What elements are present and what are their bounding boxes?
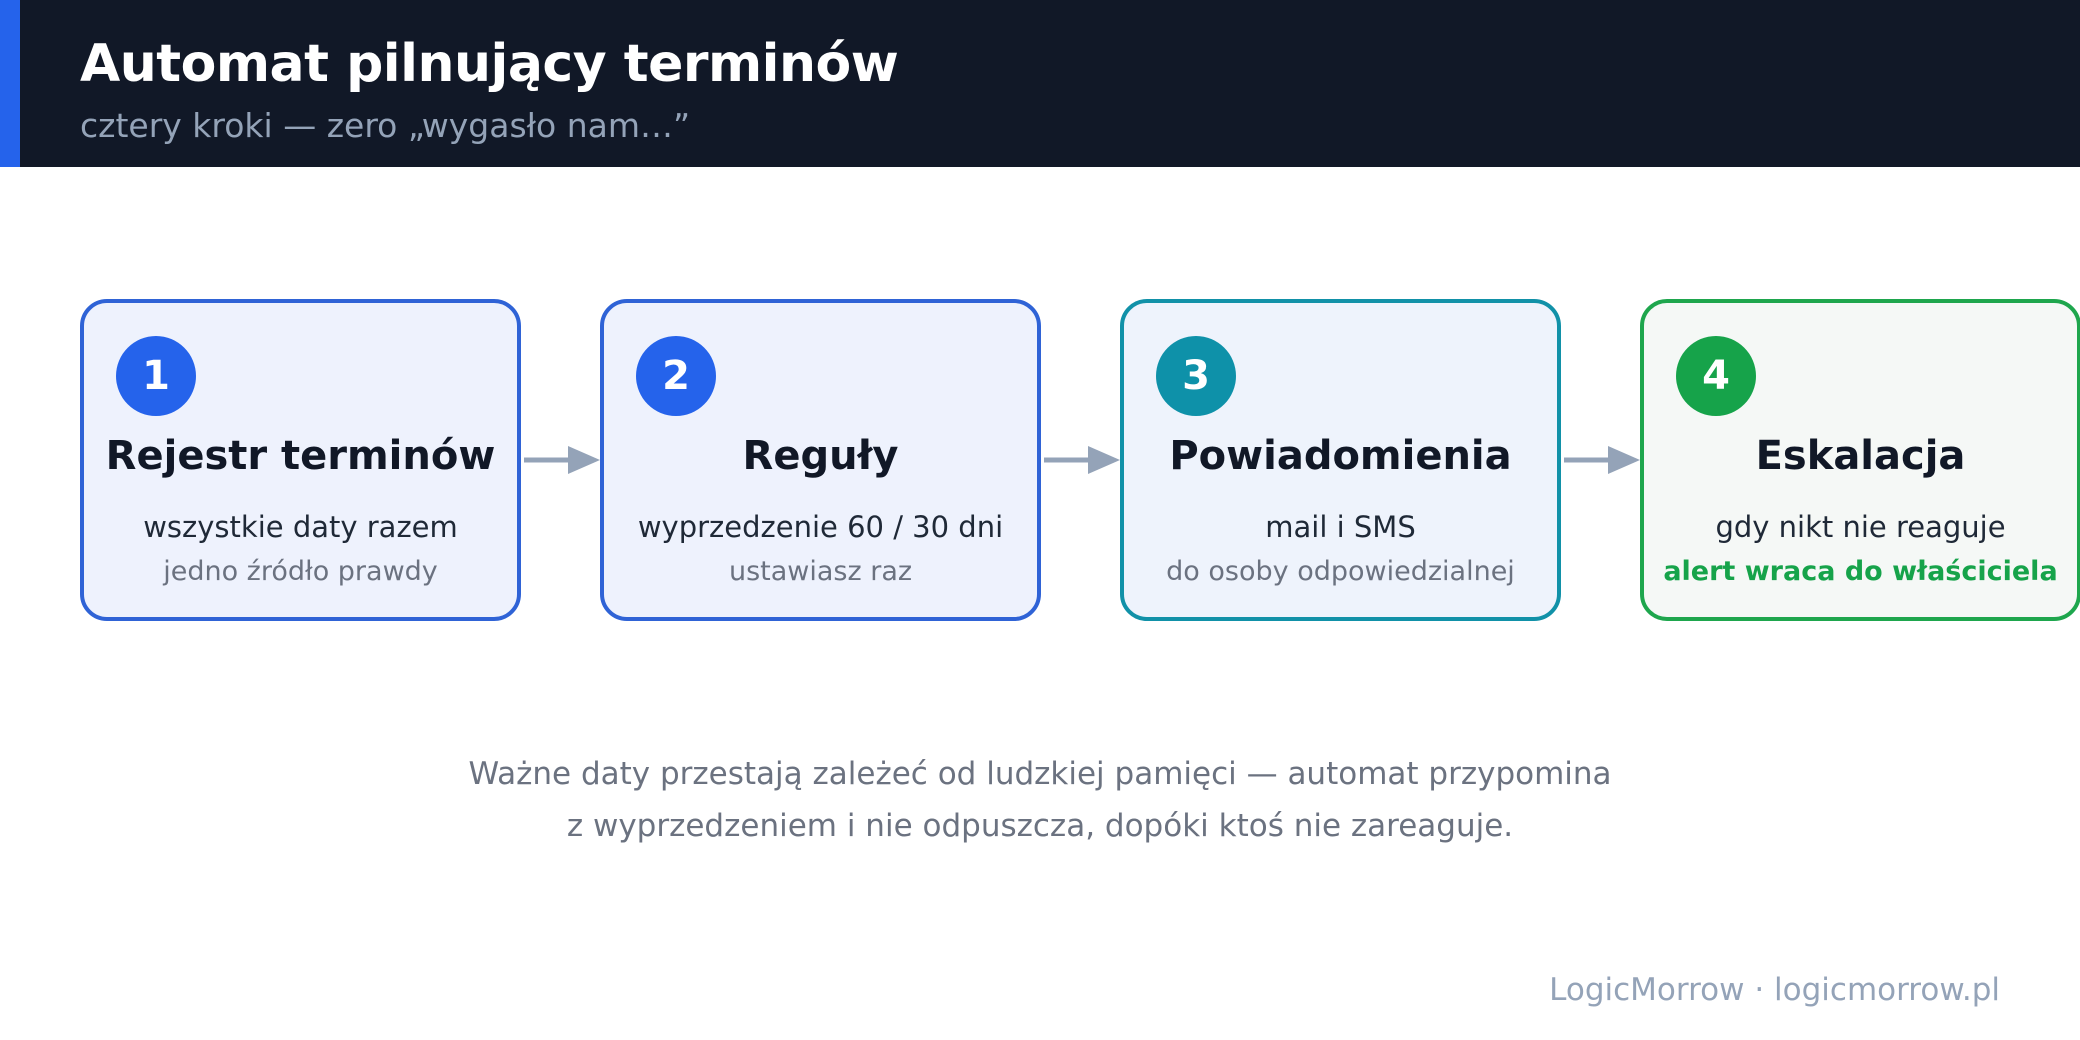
step-description: wszystkie daty razem bbox=[143, 510, 458, 544]
step-card-rules bbox=[600, 299, 1041, 621]
header-accent-stripe bbox=[0, 0, 20, 167]
summary-line: z wyprzedzeniem i nie odpuszcza, dopóki ktoś nie zareaguje. bbox=[566, 808, 1514, 844]
page-subtitle: cztery kroki — zero „wygasło nam…” bbox=[80, 106, 691, 145]
step-title: Rejestr terminów bbox=[105, 433, 496, 479]
step-alert-note: alert wraca do właściciela bbox=[1663, 556, 2058, 587]
step-description: gdy nikt nie reaguje bbox=[1715, 510, 2006, 544]
arrow-right-icon bbox=[524, 444, 602, 476]
arrow-right-icon bbox=[1564, 444, 1642, 476]
step-title: Powiadomienia bbox=[1169, 433, 1512, 479]
step-note: jedno źródło prawdy bbox=[163, 556, 438, 587]
summary-line: Ważne daty przestają zależeć od ludzkiej pamięci — automat przypomina bbox=[468, 756, 1612, 792]
step-title: Eskalacja bbox=[1755, 433, 1966, 479]
page-title: Automat pilnujący terminów bbox=[80, 34, 899, 94]
step-card-register bbox=[80, 299, 521, 621]
step-description: mail i SMS bbox=[1265, 510, 1416, 544]
step-note: do osoby odpowiedzialnej bbox=[1166, 556, 1515, 587]
summary-note bbox=[0, 748, 2080, 852]
step-description: wyprzedzenie 60 / 30 dni bbox=[637, 510, 1004, 544]
step-number-badge: 3 bbox=[1156, 336, 1236, 416]
step-card-escalation bbox=[1640, 299, 2080, 621]
step-card-notifications bbox=[1120, 299, 1561, 621]
step-number-badge: 1 bbox=[116, 336, 196, 416]
step-title: Reguły bbox=[742, 433, 899, 479]
arrow-right-icon bbox=[1044, 444, 1122, 476]
brand-footer: LogicMorrow · logicmorrow.pl bbox=[1549, 972, 2000, 1008]
step-number-badge: 4 bbox=[1676, 336, 1756, 416]
step-number-badge: 2 bbox=[636, 336, 716, 416]
step-note: ustawiasz raz bbox=[728, 556, 913, 587]
